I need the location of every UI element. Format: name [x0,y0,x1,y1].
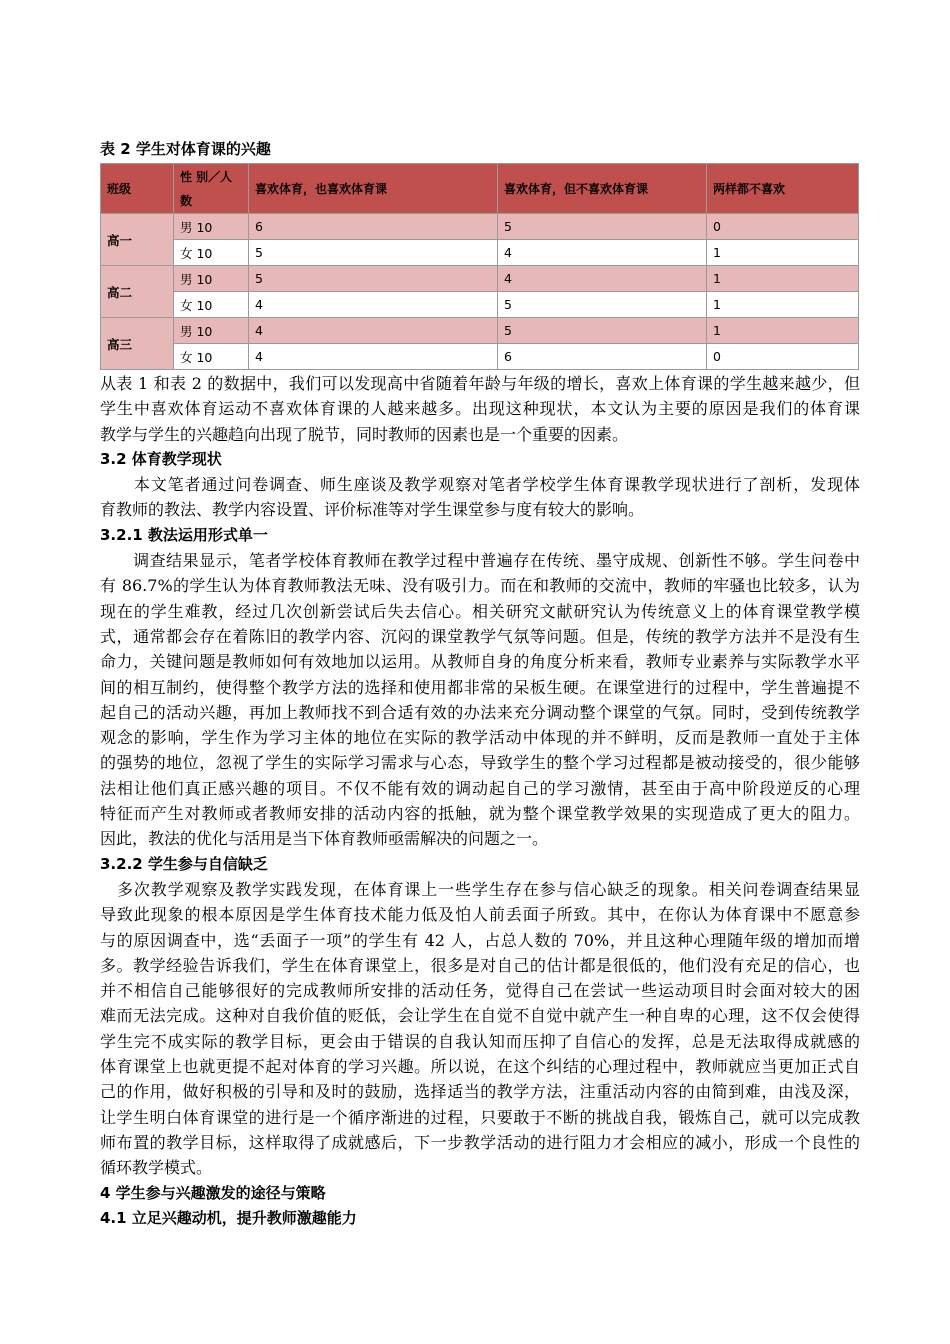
table-cell: 1 [707,292,859,318]
paragraph-line: 从表 1 和表 2 的数据中，我们可以发现高中省随着年龄与年级的增长，喜欢上体育课的学生越来越少，但 [100,374,860,393]
header-like-sport-only: 喜欢体育，但不喜欢体育课 [498,164,707,214]
table-cell: 6 [249,214,498,240]
paragraph-line: 与的原因调查中，选“丢面子一项”的学生有 42 人，占总人数的 70%，并且这种心理随年级的增加而增 [100,930,860,950]
header-gender-count: 性 别／人数 [174,164,249,214]
header-like-neither: 两样都不喜欢 [707,164,859,214]
document-body [100,371,860,1231]
paragraph-line: 育教师的教法、教学内容设置、评价标准等对学生课堂参与度有较大的影响。 [100,500,645,520]
table-cell: 1 [707,266,859,292]
table-row [101,318,859,344]
table-cell: 4 [249,318,498,344]
table-header-row [101,164,859,214]
paragraph-line: 有 86.7%的学生认为体育教师教法无味、没有吸引力。而在和教师的交流中，教师的牢骚也比较多，认为 [100,576,860,596]
table-row [101,292,859,318]
paragraph-line: 现在的学生难教，经过几次创新尝试后失去信心。相关研究文献研究认为传统意义上的体育课堂教学模 [100,601,860,621]
table-cell: 5 [249,266,498,292]
table-cell: 0 [707,344,859,370]
paragraph-line: 多次教学观察及教学实践发现，在体育课上一些学生存在参与信心缺乏的现象。相关问卷调查结果显 [100,879,860,899]
table-cell: 4 [249,344,498,370]
paragraph-line: 让学生明白体育课堂的进行是一个循序渐进的过程，只要敢于不断的挑战自我，锻炼自己，就可以完成教 [100,1107,860,1127]
table-cell: 0 [707,214,859,240]
paragraph-line: 体育课堂上也就更提不起对体育的学习兴趣。所以说，在这个纠结的心理过程中，教师就应当更加正式自 [100,1057,860,1077]
section-heading: 4.1 立足兴趣动机，提升教师激趣能力 [100,1208,357,1227]
table-cell: 5 [498,318,707,344]
paragraph-line: 观念的影响，学生作为学习主体的地位在实际的教学活动中体现的并不鲜明，反而是教师一直处于主体 [100,728,860,748]
paragraph-line: 调查结果显示，笔者学校体育教师在教学过程中普遍存在传统、墨守成规、创新性不够。学生问卷中 [100,551,860,571]
paragraph-line: 难而无法完成。这种对自我价值的贬低，会让学生在自觉不自觉中就产生一种自卑的心理，这不仅会使得 [100,1006,860,1026]
paragraph-line: 教学与学生的兴趣趋向出现了脱节，同时教师的因素也是一个重要的因素。 [100,424,629,444]
paragraph-line: 己的作用，做好积极的引导和及时的鼓励，选择适当的教学方法，注重活动内容的由简到难，由浅及深， [100,1082,860,1102]
grade-cell: 高三 [101,318,174,370]
interest-table [100,163,859,370]
table-cell: 男 10 [174,318,249,344]
paragraph-line: 师布置的教学目标，这样取得了成就感后，下一步教学活动的进行阻力才会相应的减小，形成一个良性的 [100,1132,860,1152]
header-grade: 班级 [101,164,174,214]
table-row [101,266,859,292]
section-heading: 3.2.2 学生参与自信缺乏 [100,854,268,873]
table-cell: 女 10 [174,292,249,318]
paragraph-line: 学生完不成实际的教学目标，更会由于错误的自我认知而压抑了自信心的发挥，总是无法取得成就感的 [100,1031,860,1051]
table-cell: 5 [249,240,498,266]
paragraph-line: 并不相信自己能够很好的完成教师所安排的活动任务，觉得自己在尝试一些运动项目时会面对较大的困 [100,981,860,1001]
paragraph-line: 法相让他们真正感兴趣的项目。不仅不能有效的调动起自己的学习激情，甚至由于高中阶段逆反的心理 [100,778,860,798]
paragraph-line: 学生中喜欢体育运动不喜欢体育课的人越来越多。出现这种现状，本文认为主要的原因是我们的体育课 [100,399,860,419]
table-cell: 1 [707,240,859,266]
paragraph-line: 命力，关键问题是教师如何有效地加以运用。从教师自身的角度分析来看，教师专业素养与实际教学水平 [100,652,860,672]
header-like-both: 喜欢体育，也喜欢体育课 [249,164,498,214]
paragraph-line: 本文笔者通过问卷调查、师生座谈及教学观察对笔者学校学生体育课教学现状进行了剖析，发现体 [100,475,860,495]
table-cell: 1 [707,318,859,344]
table-cell: 4 [498,266,707,292]
table-cell: 女 10 [174,344,249,370]
table-cell: 5 [498,292,707,318]
table-row [101,240,859,266]
section-heading: 4 学生参与兴趣激发的途径与策略 [100,1183,326,1202]
paragraph-line: 因此，教法的优化与活用是当下体育教师亟需解决的问题之一。 [100,829,549,849]
table-cell: 4 [498,240,707,266]
table-cell: 男 10 [174,214,249,240]
paragraph-line: 循环教学模式。 [100,1158,213,1178]
paragraph-line: 的强势的地位，忽视了学生的实际学习需求与心态，导致学生的整个学习过程都是被动接受的，很少能够 [100,753,860,773]
table-cell: 男 10 [174,266,249,292]
table-row [101,344,859,370]
paragraph-line: 多。教学经验告诉我们，学生在体育课堂上，很多是对自己的估计都是很低的，他们没有充足的信心，也 [100,955,860,975]
paragraph-line: 间的相互制约，使得整个教学方法的选择和使用都非常的呆板生硬。在课堂进行的过程中，学生普遍提不 [100,677,860,697]
table-caption: 表 2 学生对体育课的兴趣 [100,140,271,158]
table-cell: 女 10 [174,240,249,266]
grade-cell: 高二 [101,266,174,318]
grade-cell: 高一 [101,214,174,266]
section-heading: 3.2 体育教学现状 [100,449,222,468]
table-cell: 4 [249,292,498,318]
paragraph-line: 导致此现象的根本原因是学生体育技术能力低及怕人前丢面子所致。其中，在你认为体育课中不愿意参 [100,905,860,925]
table-row [101,214,859,240]
table-cell: 5 [498,214,707,240]
table-cell: 6 [498,344,707,370]
paragraph-line: 特征而产生对教师或者教师安排的活动内容的抵触，就为整个课堂教学效果的实现造成了更大的阻力。 [100,804,860,824]
section-heading: 3.2.1 教法运用形式单一 [100,525,268,544]
paragraph-line: 起自己的活动兴趣，再加上教师找不到合适有效的办法来充分调动整个课堂的气氛。同时，受到传统教学 [100,702,860,722]
paragraph-line: 式，通常都会存在着陈旧的教学内容、沉闷的课堂教学气氛等问题。但是，传统的教学方法并不是没有生 [100,626,860,646]
